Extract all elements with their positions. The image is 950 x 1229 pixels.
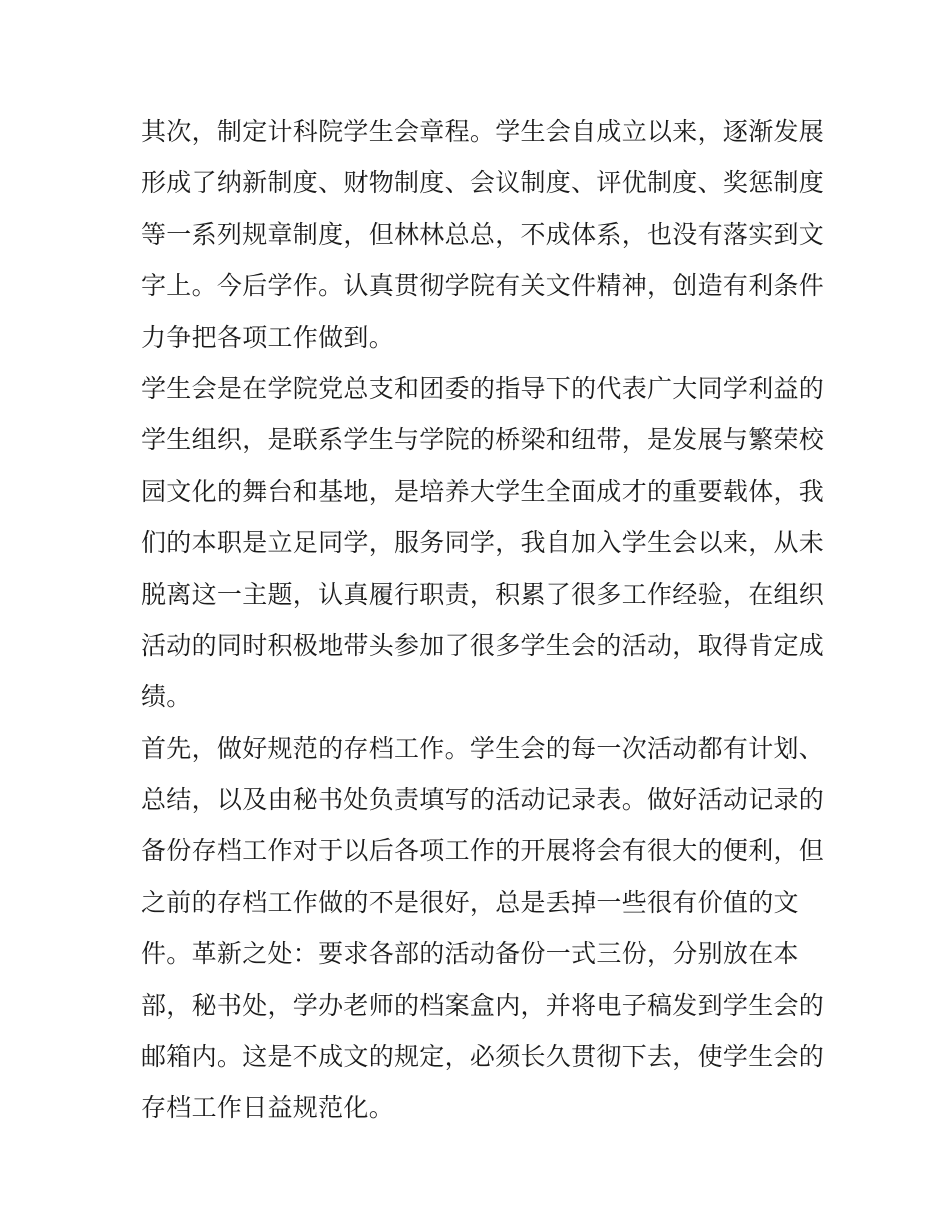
text-line: 形成了纳新制度、财物制度、会议制度、评优制度、奖惩制度: [141, 168, 825, 198]
paragraph-3: [141, 723, 825, 1134]
text-line: 件。革新之处：要求各部的活动备份一式三份，分别放在本: [141, 939, 799, 969]
text-line: 首先，做好规范的存档工作。学生会的每一次活动都有计划、: [141, 733, 825, 763]
text-line: 学生组织，是联系学生与学院的桥梁和纽带，是发展与繁荣校: [141, 425, 825, 455]
paragraph-2: [141, 363, 825, 723]
text-line: 邮箱内。这是不成文的规定，必须长久贯彻下去，使学生会的: [141, 1042, 825, 1072]
text-line: 学生会是在学院党总支和团委的指导下的代表广大同学利益的: [141, 373, 825, 403]
document-body: [141, 106, 825, 1134]
text-line: 之前的存档工作做的不是很好，总是丢掉一些很有价值的文: [141, 887, 799, 917]
text-line: 园文化的舞台和基地，是培养大学生全面成才的重要载体，我: [141, 476, 825, 506]
text-line: 存档工作日益规范化。: [141, 1093, 395, 1123]
text-line: 等一系列规章制度，但林林总总，不成体系，也没有落实到文: [141, 219, 825, 249]
text-line: 们的本职是立足同学，服务同学，我自加入学生会以来，从未: [141, 528, 825, 558]
text-line: 其次，制定计科院学生会章程。学生会自成立以来，逐渐发展: [141, 117, 825, 146]
text-line: 活动的同时积极地带头参加了很多学生会的活动，取得肯定成: [141, 630, 825, 660]
text-line: 部，秘书处，学办老师的档案盒内，并将电子稿发到学生会的: [141, 990, 825, 1020]
text-line: 脱离这一主题，认真履行职责，积累了很多工作经验，在组织: [141, 579, 825, 609]
paragraph-1: [141, 106, 825, 363]
text-line: 绩。: [141, 682, 192, 712]
text-line: 总结，以及由秘书处负责填写的活动记录表。做好活动记录的: [141, 785, 825, 815]
text-line: 力争把各项工作做到。: [141, 322, 395, 352]
text-line: 字上。今后学作。认真贯彻学院有关文件精神，创造有利条件: [141, 271, 825, 301]
text-line: 备份存档工作对于以后各项工作的开展将会有很大的便利，但: [141, 836, 825, 866]
